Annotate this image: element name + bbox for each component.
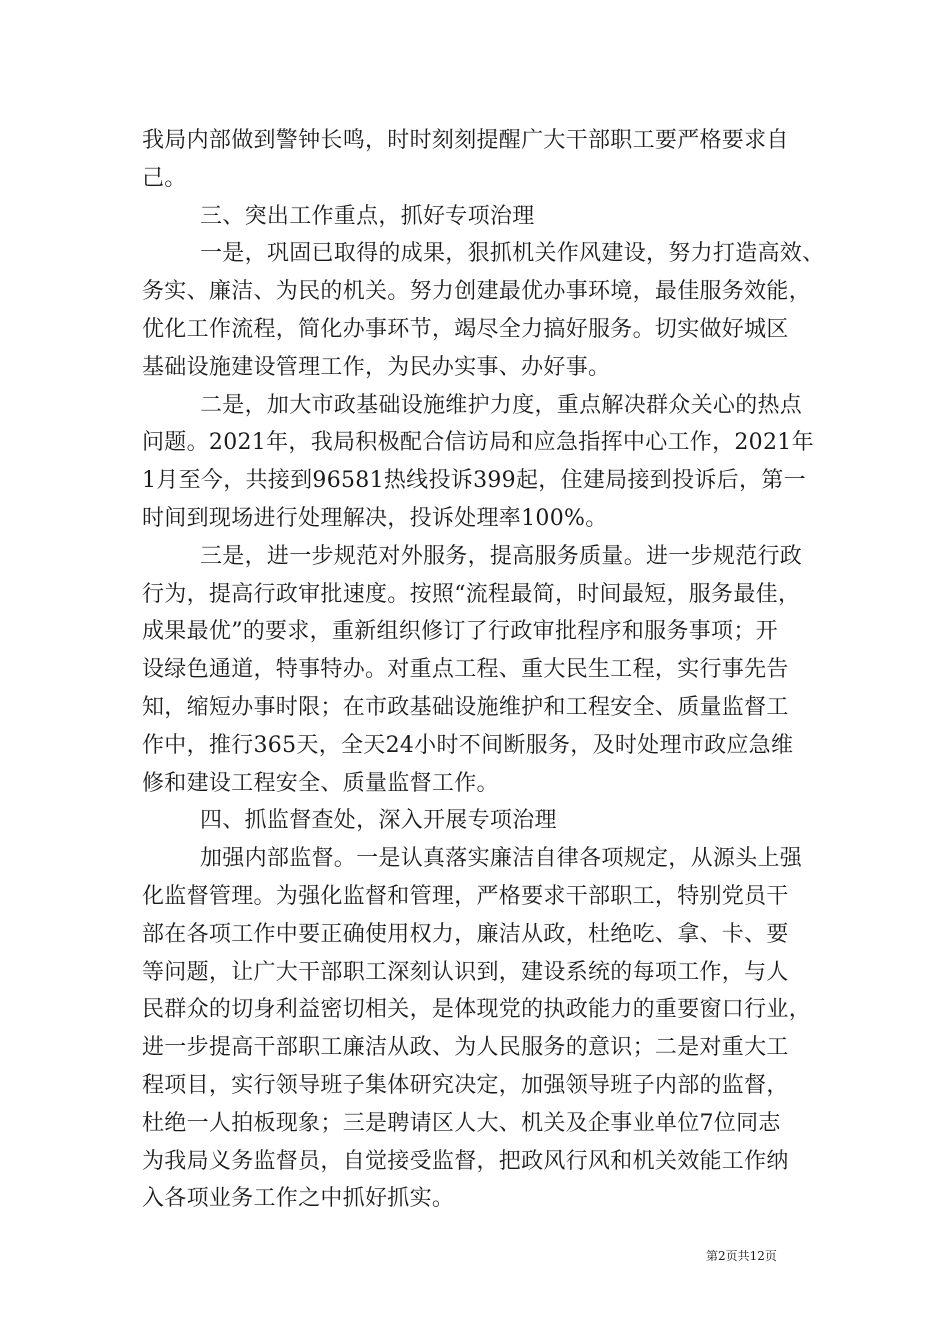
text-line: 一是，巩固已取得的成果，狠抓机关作风建设，努力打造高效、 — [200, 241, 825, 267]
text-line: 部在各项工作中要正确使用权力，廉洁从政，杜绝吃、拿、卡、要 — [142, 921, 789, 947]
text-line: 为我局义务监督员，自觉接受监督，把政风行风和机关效能工作纳 — [142, 1148, 789, 1174]
text-line: 修和建设工程安全、质量监督工作。 — [142, 770, 499, 796]
text-line: 己。 — [142, 165, 187, 191]
text-line: 问题。2021年，我局积极配合信访局和应急指挥中心工作，2021年 — [142, 430, 814, 456]
page-number: 第2页共12页 — [706, 1249, 777, 1263]
text-line: 基础设施建设管理工作，为民办实事、办好事。 — [142, 354, 611, 380]
text-line: 四、抓监督查处，深入开展专项治理 — [200, 808, 557, 834]
text-line: 加强内部监督。一是认真落实廉洁自律各项规定，从源头上强 — [200, 846, 803, 872]
document-body — [142, 122, 825, 1218]
text-line: 1月至今，共接到96581热线投诉399起，住建局接到投诉后，第一 — [142, 468, 806, 494]
text-line: 三是，进一步规范对外服务，提高服务质量。进一步规范行政 — [200, 543, 803, 569]
text-line: 二是，加大市政基础设施维护力度，重点解决群众关心的热点 — [200, 392, 803, 418]
text-line: 程项目，实行领导班子集体研究决定，加强领导班子内部的监督， — [142, 1072, 789, 1098]
text-line: 知，缩短办事时限；在市政基础设施维护和工程安全、质量监督工 — [142, 694, 789, 720]
text-line: 优化工作流程，简化办事环节，竭尽全力搞好服务。切实做好城区 — [142, 316, 789, 342]
text-line: 进一步提高干部职工廉洁从政、为人民服务的意识；二是对重大工 — [142, 1035, 789, 1061]
text-line: 设绿色通道，特事特办。对重点工程、重大民生工程，实行事先告 — [142, 657, 789, 683]
text-line: 等问题，让广大干部职工深刻认识到，建设系统的每项工作，与人 — [142, 959, 789, 985]
text-line: 杜绝一人拍板现象；三是聘请区人大、机关及企事业单位7位同志 — [142, 1110, 781, 1136]
text-line: 民群众的切身利益密切相关，是体现党的执政能力的重要窗口行业， — [142, 997, 812, 1023]
text-line: 时间到现场进行处理解决，投诉处理率100%。 — [142, 505, 608, 531]
text-line: 行为，提高行政审批速度。按照“流程最简，时间最短，服务最佳， — [142, 581, 801, 607]
text-line: 入各项业务工作之中抓好抓实。 — [142, 1186, 455, 1212]
text-line: 化监督管理。为强化监督和管理，严格要求干部职工，特别党员干 — [142, 883, 789, 909]
text-line: 三、突出工作重点，抓好专项治理 — [200, 203, 535, 229]
text-line: 成果最优”的要求，重新组织修订了行政审批程序和服务事项；开 — [142, 619, 778, 645]
text-line: 务实、廉洁、为民的机关。努力创建最优办事环境，最佳服务效能， — [142, 279, 812, 305]
text-line: 作中，推行365天，全天24小时不间断服务，及时处理市政应急维 — [142, 732, 794, 758]
text-line: 我局内部做到警钟长鸣，时时刻刻提醒广大干部职工要严格要求自 — [142, 128, 789, 153]
